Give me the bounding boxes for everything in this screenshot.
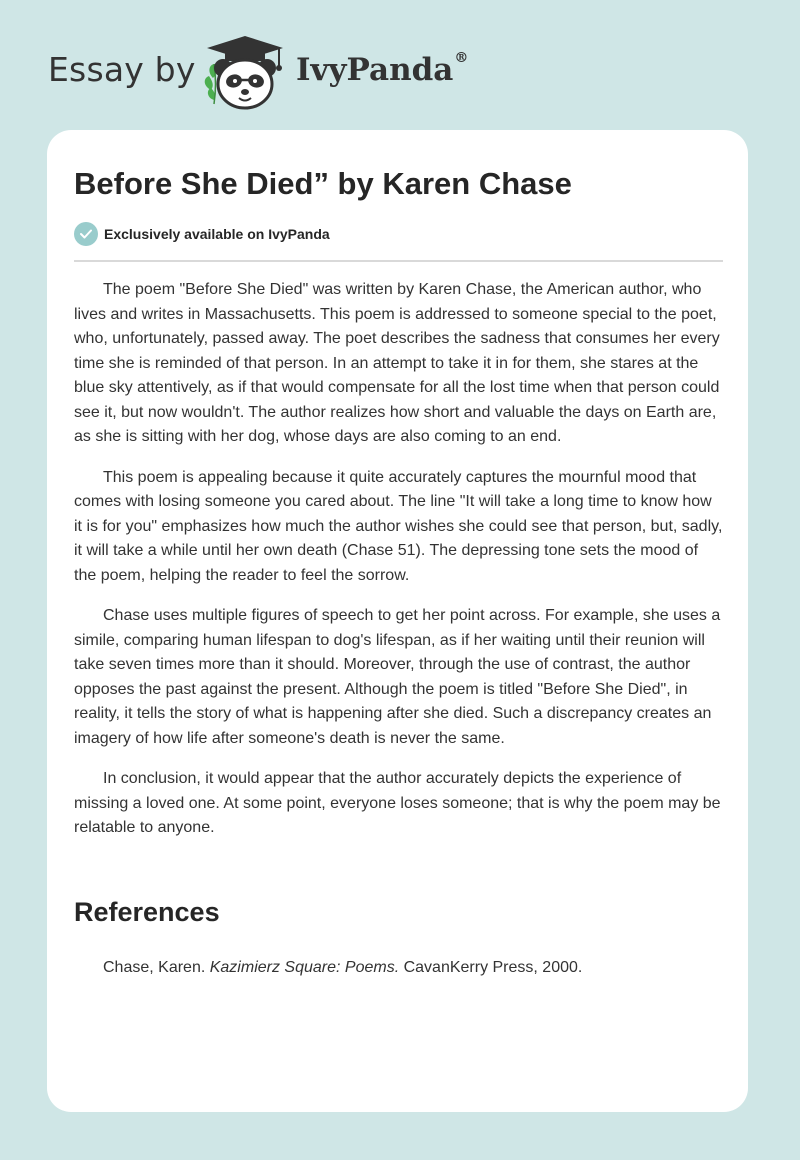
paragraph: Chase uses multiple figures of speech to get her point across. For example, she uses a simile, comparing human lifespan to dog's lifespan, as if her waiting until their reunion will take seven times more than it should. Moreover, through the use of contrast, the author opposes the past against the present. Although the poem is titled "Before She Died", in reality, it tells the story of what is happening after she died. Such a discrepancy creates an imagery of how life after someone's death is never the same. [74, 607, 721, 747]
brand-header [48, 30, 568, 110]
brand-name [296, 52, 468, 88]
panda-graduate-icon [201, 34, 289, 110]
essay-body [74, 278, 724, 857]
paragraph: This poem is appealing because it quite accurately captures the mournful mood that comes with losing someone you cared about. The line "It will take a long time to know how it is for you" emphasizes how much the author wishes she could see that person, but, sadly, it will take a while until her own death (Chase 51). The depressing tone sets the mood of the poem, helping the reader to feel the sorrow. [74, 468, 723, 584]
reference-title: Kazimierz Square: Poems. [209, 959, 400, 976]
reference-publisher: CavanKerry Press, 2000. [399, 959, 583, 976]
paragraph: In conclusion, it would appear that the author accurately depicts the experience of missing a loved one. At some point, everyone loses someone; that is why the poem may be relatable to anyone. [74, 770, 721, 836]
essay-card [47, 130, 748, 1112]
paragraph: The poem "Before She Died" was written by Karen Chase, the American author, who lives and writes in Massachusetts. This poem is addressed to someone special to the poet, who, unfortunately, passed away. The poet describes the sadness that consumes her every time she is reminded of that person. In an attempt to take it in for them, she stares at the blue sky attentively, as if that would compensate for all the lost time when that person could see it, but now wouldn't. The author realizes how short and valuable the days on Earth are, as she is sitting with her dog, whose days are also coming to an end. [74, 281, 720, 445]
page-title: Before She Died” by Karen Chase [74, 166, 572, 201]
exclusive-badge [74, 222, 330, 246]
divider [74, 260, 723, 262]
reference-author: Chase, Karen. [103, 959, 210, 976]
check-circle-icon [74, 222, 98, 246]
exclusive-label: Exclusively available on IvyPanda [104, 226, 330, 242]
registered-mark: ® [454, 50, 469, 66]
reference-entry [103, 956, 582, 980]
references-heading: References [74, 897, 220, 927]
brand-prefix: Essay by [48, 50, 196, 89]
brand-name-text: IvyPanda [296, 52, 454, 88]
